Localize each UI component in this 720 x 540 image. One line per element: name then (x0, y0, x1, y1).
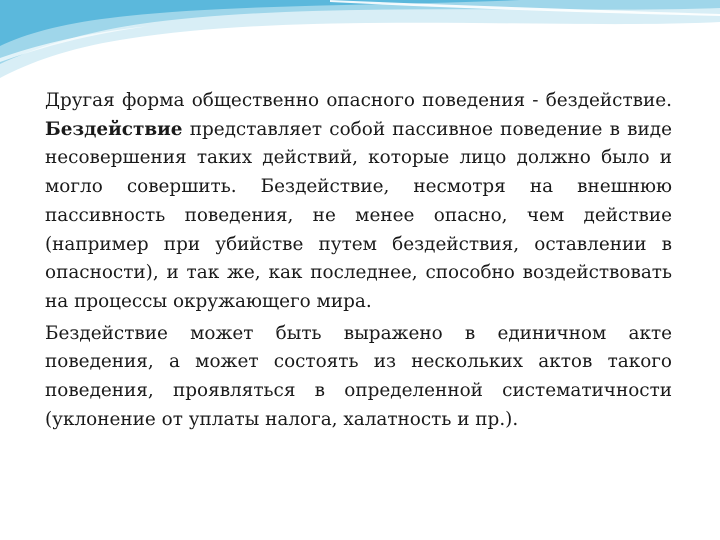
paragraph-2 (45, 320, 672, 435)
text-body (45, 87, 672, 434)
paragraph-2-text: Бездействие может быть выражено в единичном акте поведения, а может состоять из нескольких актов такого поведения, проявляться в определенной систематичности (уклонение от уплаты налога, халатность и пр.). (45, 322, 672, 430)
paragraph-1 (45, 87, 672, 317)
paragraph-1-text-start: Другая форма общественно опасного поведения - бездействие. (45, 90, 672, 111)
paragraph-1-text-end: представляет собой пассивное поведение в виде несовершения таких действий, которые лицо должно было и могло совершить. Бездействие, несмотря на внешнюю пассивность поведения, не менее опасно, чем действие (например при убийстве путем бездействия, оставлении в опасности), и так же, как последнее, способно воздействовать на процессы окружающего мира. (45, 118, 672, 312)
paragraph-1-bold-term: Бездействие (45, 118, 183, 140)
decorative-wave-header (0, 0, 720, 80)
